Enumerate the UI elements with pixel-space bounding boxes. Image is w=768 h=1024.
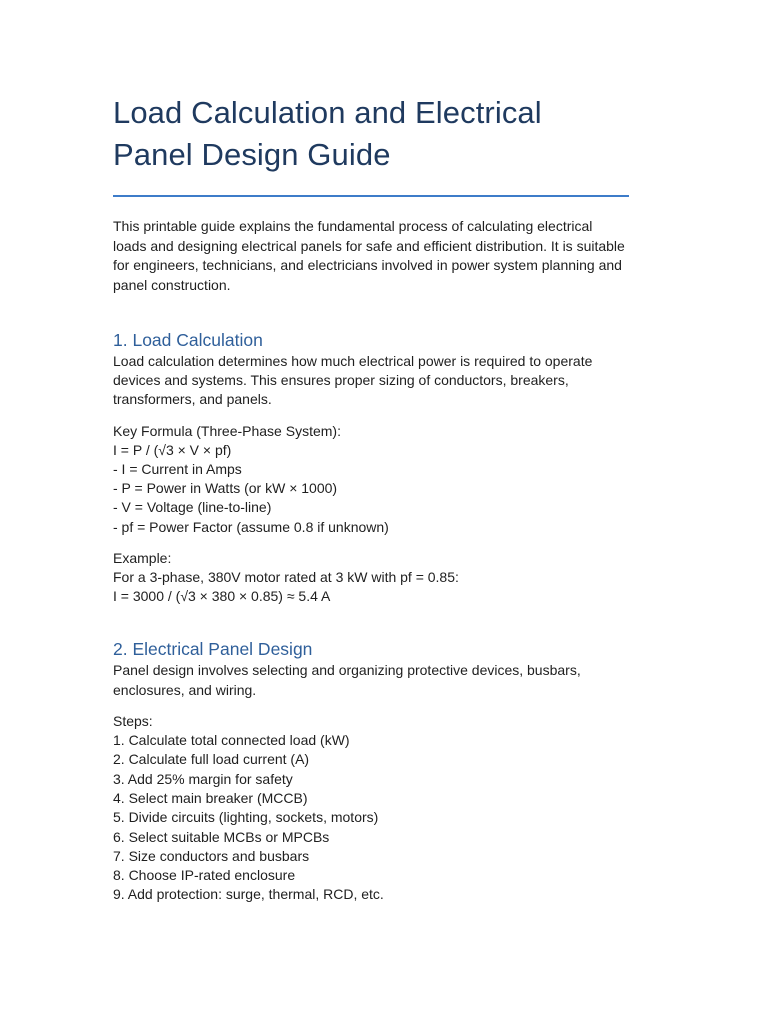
steps-list [113,731,628,905]
steps-label-block [113,712,628,731]
example-result: I = 3000 / (√3 × 380 × 0.85) ≈ 5.4 A [113,588,331,605]
example-text: For a 3-phase, 380V motor rated at 3 kW with pf = 0.85: [113,569,459,586]
load-calculation-description: Load calculation determines how much electrical power is required to operate devices and systems. This ensures proper sizing of conductors, breakers, transformers, and panels. [113,353,593,408]
document-title [113,92,628,176]
example-label: Example: [113,549,172,566]
list-item: 1. Calculate total connected load (kW) [113,732,350,749]
section-heading-load-calculation: 1. Load Calculation [113,330,263,350]
formula: I = P / (√3 × V × pf) [113,441,232,458]
title-divider [113,195,629,197]
formula-variable-power-factor: - pf = Power Factor (assume 0.8 if unknown) [113,518,389,535]
list-item: 3. Add 25% margin for safety [113,770,293,787]
key-formula-block [113,422,628,537]
example-block [113,549,628,607]
intro-paragraph: This printable guide explains the fundamental process of calculating electrical loads and designing electrical panels for safe and efficient distribution. It is suitable for engineers, technicians, and electricians involved in power system planning and panel construction. [113,218,625,293]
formula-label: Key Formula (Three-Phase System): [113,422,341,439]
panel-design-description: Panel design involves selecting and organizing protective devices, busbars, enclosures, and wiring. [113,662,581,698]
formula-variable-current: - I = Current in Amps [113,461,242,478]
section-heading-panel-design: 2. Electrical Panel Design [113,639,313,660]
document-title-line-2: Panel Design Guide [113,137,391,172]
list-item: 2. Calculate full load current (A) [113,751,310,768]
list-item: 5. Divide circuits (lighting, sockets, motors) [113,809,379,826]
formula-variable-power: - P = Power in Watts (or kW × 1000) [113,480,338,497]
list-item: 7. Size conductors and busbars [113,847,310,864]
formula-variable-voltage: - V = Voltage (line-to-line) [113,499,272,516]
list-item: 9. Add protection: surge, thermal, RCD, etc. [113,886,384,903]
document-title-line-1: Load Calculation and Electrical [113,95,542,130]
list-item: 6. Select suitable MCBs or MPCBs [113,828,330,845]
list-item: 4. Select main breaker (MCCB) [113,789,308,806]
steps-label: Steps: [113,712,153,729]
list-item: 8. Choose IP-rated enclosure [113,867,296,884]
